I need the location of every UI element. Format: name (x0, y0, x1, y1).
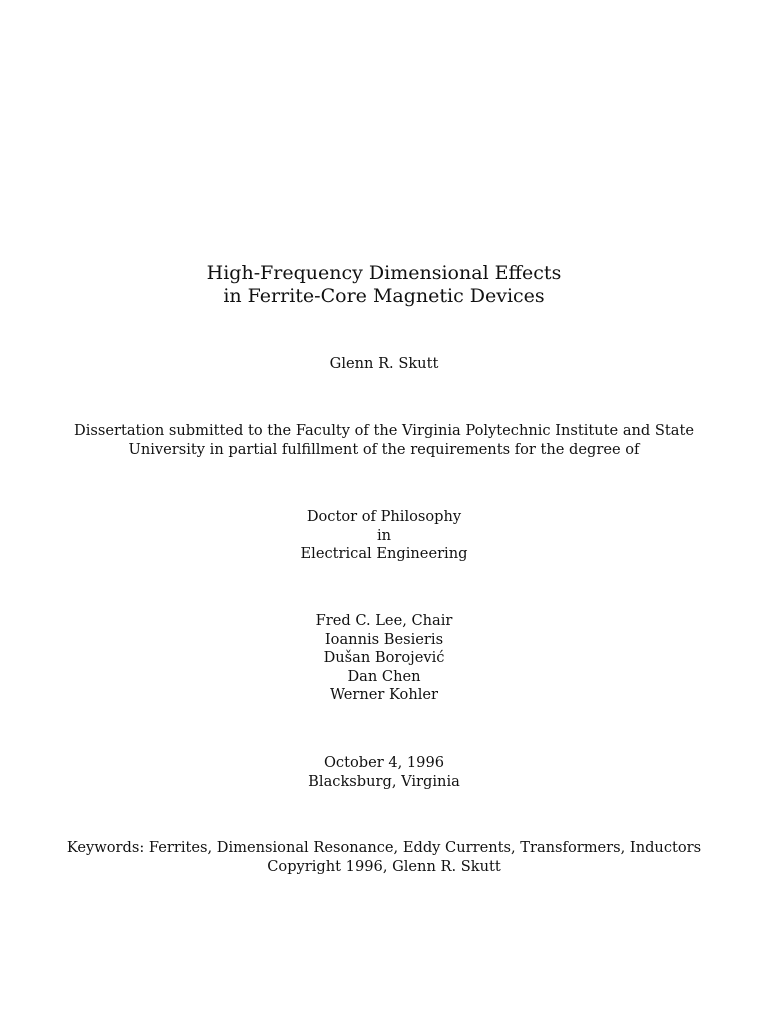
statement-line-2: University in partial fulfillment of the requirements for the degree of (128, 440, 640, 458)
committee-member: Dušan Borojević (323, 649, 445, 667)
committee-member: Fred C. Lee, Chair (315, 612, 453, 629)
degree-name: Doctor of Philosophy (306, 508, 462, 525)
title-line-1: High-Frequency Dimensional Effects (206, 262, 562, 284)
copyright-line: Copyright 1996, Glenn R. Skutt (267, 857, 501, 875)
title-line-2: in Ferrite-Core Magnetic Devices (223, 285, 545, 307)
keywords-line: Keywords: Ferrites, Dimensional Resonance, Eddy Currents, Transformers, Inductors (66, 839, 702, 856)
committee-member: Ioannis Besieris (324, 630, 444, 648)
submission-date: October 4, 1996 (323, 754, 445, 771)
degree-block (0, 508, 768, 564)
keywords-copyright-block (0, 839, 768, 876)
committee-list (0, 612, 768, 705)
date-place-block (0, 754, 768, 791)
dissertation-title (0, 262, 768, 308)
author-name (0, 355, 768, 374)
degree-field: Electrical Engineering (300, 545, 468, 563)
submission-statement (0, 422, 768, 459)
committee-member: Dan Chen (347, 667, 421, 685)
degree-connector: in (376, 526, 392, 544)
author-text: Glenn R. Skutt (329, 355, 439, 372)
committee-member: Werner Kohler (329, 686, 439, 704)
submission-place: Blacksburg, Virginia (308, 772, 460, 790)
statement-line-1: Dissertation submitted to the Faculty of the Virginia Polytechnic Institute and State (74, 422, 694, 439)
